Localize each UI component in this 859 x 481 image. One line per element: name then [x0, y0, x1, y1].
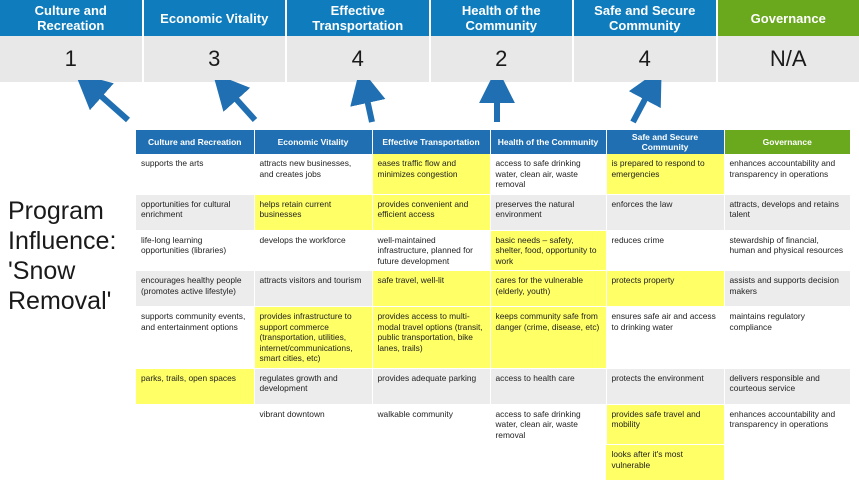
arrow-to-effective-transportation	[365, 90, 372, 122]
caption-line-1: Program	[8, 196, 136, 226]
table-row	[136, 404, 850, 445]
matrix-cell: regulates growth and development	[254, 368, 372, 404]
table-row	[136, 368, 850, 404]
matrix-cell: enforces the law	[606, 194, 724, 230]
matrix-cell: supports the arts	[136, 154, 254, 194]
matrix-cell-empty	[724, 445, 850, 481]
matrix-cell: reduces crime	[606, 230, 724, 271]
matrix-cell: delivers responsible and courteous service	[724, 368, 850, 404]
scorecard-header-effective-transportation[interactable]	[287, 0, 431, 36]
matrix-header-economic-vitality[interactable]: Economic Vitality	[254, 130, 372, 154]
matrix-cell: preserves the natural environment	[490, 194, 606, 230]
matrix-cell: develops the workforce	[254, 230, 372, 271]
score-health-of-the-community: 2	[431, 36, 575, 82]
score-culture-and-recreation: 1	[0, 36, 144, 82]
scorecard-header-culture-and-recreation[interactable]	[0, 0, 144, 36]
scorecard-header-label: Safe and Secure Community	[578, 3, 712, 33]
table-row	[136, 271, 850, 307]
matrix-cell: encourages healthy people (promotes active lifestyle)	[136, 271, 254, 307]
matrix-cell: protects the environment	[606, 368, 724, 404]
scorecard-header-label: Health of the Community	[435, 3, 569, 33]
score-safe-and-secure-community: 4	[574, 36, 718, 82]
matrix-cell: walkable community	[372, 404, 490, 445]
scorecard-header-safe-and-secure-community[interactable]	[574, 0, 718, 36]
matrix-cell: provides adequate parking	[372, 368, 490, 404]
score-effective-transportation: 4	[287, 36, 431, 82]
matrix-cell: protects property	[606, 271, 724, 307]
matrix-cell: provides access to multi-modal travel options (transit, public transportation, bike lanes, trails)	[372, 307, 490, 369]
scorecard-band	[0, 0, 859, 82]
matrix-cell: attracts new businesses, and creates jobs	[254, 154, 372, 194]
arrow-to-economic-vitality	[228, 90, 255, 120]
matrix-cell-empty	[136, 445, 254, 481]
matrix-cell: maintains regulatory compliance	[724, 307, 850, 369]
matrix-cell: provides safe travel and mobility	[606, 404, 724, 445]
matrix-header-health-of-the-community[interactable]: Health of the Community	[490, 130, 606, 154]
matrix-cell: vibrant downtown	[254, 404, 372, 445]
arrow-to-culture-and-recreation	[92, 88, 128, 120]
matrix-cell: access to safe drinking water, clean air, waste removal	[490, 154, 606, 194]
matrix-cell-empty	[372, 445, 490, 481]
score-economic-vitality: 3	[144, 36, 288, 82]
matrix-cell: cares for the vulnerable (elderly, youth)	[490, 271, 606, 307]
matrix-cell: enhances accountability and transparency in operations	[724, 154, 850, 194]
program-influence-caption	[8, 196, 136, 316]
scorecard-header-governance[interactable]	[718, 0, 859, 36]
matrix-cell: attracts visitors and tourism	[254, 271, 372, 307]
matrix-cell: provides convenient and efficient access	[372, 194, 490, 230]
matrix-cell: attracts, develops and retains talent	[724, 194, 850, 230]
matrix-cell: supports community events, and entertainment options	[136, 307, 254, 369]
scorecard-header-label: Effective Transportation	[291, 3, 425, 33]
arrow-to-safe-and-secure-community	[633, 88, 651, 122]
table-row	[136, 307, 850, 369]
matrix-cell-empty	[254, 445, 372, 481]
caption-line-2: Influence:	[8, 226, 136, 256]
matrix-header-effective-transportation[interactable]: Effective Transportation	[372, 130, 490, 154]
matrix-cell: access to health care	[490, 368, 606, 404]
matrix-cell: safe travel, well-lit	[372, 271, 490, 307]
matrix-header-safe-and-secure-community[interactable]: Safe and Secure Community	[606, 130, 724, 154]
matrix-cell: access to safe drinking water, clean air, waste removal	[490, 404, 606, 445]
matrix-cell: provides infrastructure to support commerce (transportation, utilities, internet/communications, smart cities, etc)	[254, 307, 372, 369]
matrix-cell: keeps community safe from danger (crime, disease, etc)	[490, 307, 606, 369]
scorecard-header-row	[0, 0, 859, 36]
matrix-cell: basic needs – safety, shelter, food, opportunity to work	[490, 230, 606, 271]
matrix-cell: looks after it's most vulnerable	[606, 445, 724, 481]
matrix-cell: opportunities for cultural enrichment	[136, 194, 254, 230]
matrix-cell: ensures safe air and access to drinking water	[606, 307, 724, 369]
table-row	[136, 230, 850, 271]
scorecard-header-economic-vitality[interactable]	[144, 0, 288, 36]
matrix-cell: helps retain current businesses	[254, 194, 372, 230]
matrix-cell: is prepared to respond to emergencies	[606, 154, 724, 194]
scorecard-header-label: Governance	[751, 11, 826, 26]
matrix-cell: eases traffic flow and minimizes congestion	[372, 154, 490, 194]
caption-line-3: 'Snow	[8, 256, 136, 286]
matrix-cell-empty	[490, 445, 606, 481]
influence-matrix-table	[136, 130, 850, 481]
matrix-cell: enhances accountability and transparency in operations	[724, 404, 850, 445]
matrix-cell-empty	[136, 404, 254, 445]
scorecard-score-row	[0, 36, 859, 82]
score-governance: N/A	[718, 36, 859, 82]
matrix-cell: well-maintained infrastructure, planned for future development	[372, 230, 490, 271]
scorecard-header-label: Culture and Recreation	[4, 3, 138, 33]
table-row	[136, 194, 850, 230]
scorecard-header-health-of-the-community[interactable]	[431, 0, 575, 36]
table-row	[136, 154, 850, 194]
matrix-cell: assists and supports decision makers	[724, 271, 850, 307]
table-row	[136, 445, 850, 481]
matrix-header-governance[interactable]: Governance	[724, 130, 850, 154]
scorecard-header-label: Economic Vitality	[160, 11, 268, 26]
caption-line-4: Removal'	[8, 286, 136, 316]
matrix-cell: parks, trails, open spaces	[136, 368, 254, 404]
matrix-cell: stewardship of financial, human and physical resources	[724, 230, 850, 271]
matrix-header-culture-and-recreation[interactable]: Culture and Recreation	[136, 130, 254, 154]
matrix-cell: life-long learning opportunities (libraries)	[136, 230, 254, 271]
matrix-header-row	[136, 130, 850, 154]
